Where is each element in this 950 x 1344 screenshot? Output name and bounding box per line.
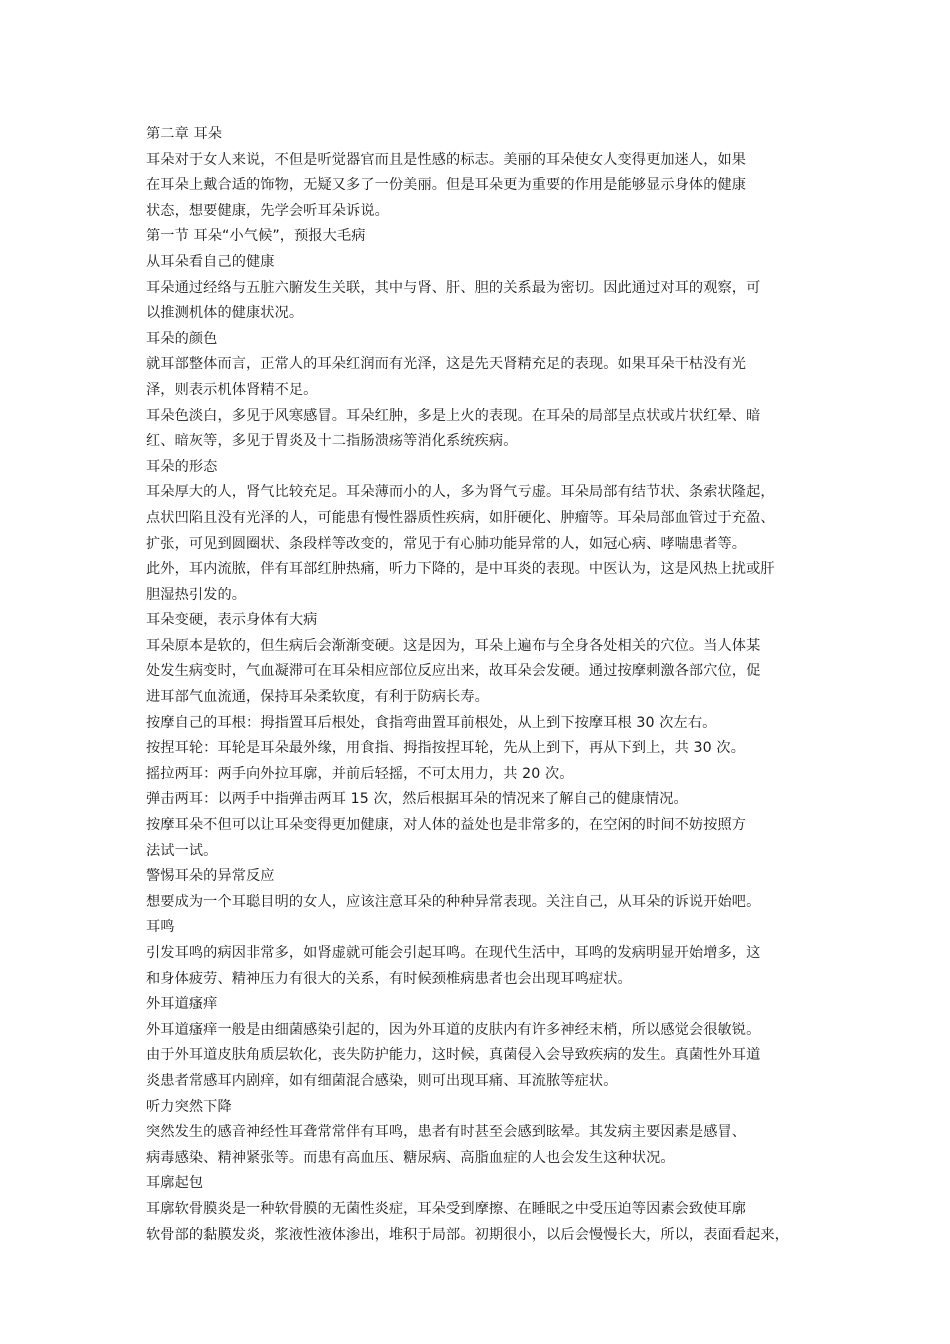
text-line: 胆湿热引发的。 [146,586,247,603]
text-line: 就耳部整体而言，正常人的耳朵红润而有光泽，这是先天肾精充足的表现。如果耳朵干枯没有光 [146,356,747,373]
text-line: 耳廓软骨膜炎是一种软骨膜的无菌性炎症，耳朵受到摩擦、在睡眠之中受压迫等因素会致使耳廓 [146,1200,747,1217]
section-heading [146,327,826,353]
text-line: 扩张，可见到圆圈状、条段样等改变的，常见于有心肺功能异常的人，如冠心病、哮喘患者等。 [146,535,747,552]
text-line: 病毒感染、精神紧张等。而患有高血压、糖尿病、高脂血症的人也会发生这种状况。 [146,1149,675,1166]
text-line: 引发耳鸣的病因非常多，如肾虚就可能会引起耳鸣。在现代生活中，耳鸣的发病明显开始增多，这 [146,945,761,961]
text-line: 耳朵变硬，表示身体有大病 [146,612,318,629]
text-line: 进耳部气血流通，保持耳朵柔软度，有利于防病长寿。 [146,689,489,706]
body-paragraph [146,276,826,327]
body-paragraph [146,1018,826,1095]
text-line: 和身体疲劳、精神压力有很大的关系，有时候颈椎病患者也会出现耳鸣症状。 [146,970,632,987]
text-line: 按捏耳轮：耳轮是耳朵最外缘，用食指、拇指按捏耳轮，先从上到下，再从下到上，共 30 次。 [146,740,745,757]
text-line: 状态，想要健康，先学会听耳朵诉说。 [146,202,389,219]
section-heading [146,1095,826,1121]
section-heading [146,864,826,890]
body-paragraph [146,1120,826,1171]
section-heading [146,608,826,634]
body-paragraph [146,480,826,608]
section-heading [146,915,826,941]
text-line: 以推测机体的健康状况。 [146,305,304,322]
text-line: 炎患者常感耳内剧痒，如有细菌混合感染，则可出现耳痛、耳流脓等症状。 [146,1072,618,1089]
text-line: 软骨部的黏膜发炎，浆液性液体渗出，堆积于局部。初期很小，以后会慢慢长大，所以，表面看起来， [146,1226,789,1243]
text-line: 处发生病变时，气血凝滞可在耳朵相应部位反应出来，故耳朵会发硬。通过按摩刺激各部穴位，促 [146,663,761,680]
section-heading [146,122,826,148]
text-line: 耳朵对于女人来说，不但是听觉器官而且是性感的标志。美丽的耳朵使女人变得更加迷人，如果 [146,151,747,168]
body-paragraph [146,404,826,455]
text-line: 耳朵的形态 [146,458,218,475]
text-line: 第二章 耳朵 [146,126,223,142]
text-line: 法试一试。 [146,842,218,859]
text-line: 按摩耳朵不但可以让耳朵变得更加健康，对人体的益处也是非常多的，在空闲的时间不妨按照方 [146,817,747,834]
body-paragraph [146,787,826,813]
text-line: 外耳道瘙痒 [146,996,218,1013]
text-line: 第一节 耳朵“小气候”，预报大毛病 [146,228,366,245]
text-line: 耳鸣 [146,919,175,936]
text-line: 耳朵色淡白，多见于风寒感冒。耳朵红肿，多是上火的表现。在耳朵的局部呈点状或片状红晕、暗 [146,407,761,424]
body-paragraph [146,711,826,737]
section-heading [146,992,826,1018]
text-line: 泽，则表示机体肾精不足。 [146,381,318,398]
body-paragraph [146,941,826,992]
text-line: 突然发生的感音神经性耳聋常常伴有耳鸣，患者有时甚至会感到眩晕。其发病主要因素是感冒、 [146,1124,747,1141]
document-body [146,122,826,1248]
text-line: 按摩自己的耳根：拇指置耳后根处，食指弯曲置耳前根处，从上到下按摩耳根 30 次左右。 [146,714,717,731]
body-paragraph [146,148,826,225]
section-heading [146,1171,826,1197]
section-heading [146,250,826,276]
text-line: 警惕耳朵的异常反应 [146,868,275,885]
section-heading [146,455,826,481]
text-line: 耳廓起包 [146,1175,204,1192]
body-paragraph [146,634,826,711]
text-line: 由于外耳道皮肤角质层软化，丧失防护能力，这时候，真菌侵入会导致疾病的发生。真菌性外耳道 [146,1047,761,1064]
body-paragraph [146,736,826,762]
text-line: 在耳朵上戴合适的饰物，无疑又多了一份美丽。但是耳朵更为重要的作用是能够显示身体的健康 [146,177,747,194]
body-paragraph [146,890,826,916]
text-line: 弹击两耳：以两手中指弹击两耳 15 次，然后根据耳朵的情况来了解自己的健康情况。 [146,791,688,808]
body-paragraph [146,352,826,403]
body-paragraph [146,813,826,864]
body-paragraph [146,1197,826,1248]
body-paragraph [146,762,826,788]
text-line: 红、暗灰等，多见于胃炎及十二指肠溃疡等消化系统疾病。 [146,433,518,450]
text-line: 此外，耳内流脓，伴有耳部红肿热痛，听力下降的，是中耳炎的表现。中医认为，这是风热上扰或肝 [146,561,775,578]
text-line: 外耳道瘙痒一般是由细菌感染引起的，因为外耳道的皮肤内有许多神经末梢，所以感觉会很敏锐。 [146,1021,761,1038]
text-line: 点状凹陷且没有光泽的人，可能患有慢性器质性疾病，如肝硬化、肿瘤等。耳朵局部血管过于充盈、 [146,509,775,526]
text-line: 摇拉两耳：两手向外拉耳廓，并前后轻摇，不可太用力，共 20 次。 [146,765,574,782]
text-line: 听力突然下降 [146,1098,232,1115]
text-line: 耳朵的颜色 [146,330,218,347]
text-line: 从耳朵看自己的健康 [146,253,275,270]
text-line: 耳朵厚大的人，肾气比较充足。耳朵薄而小的人，多为肾气亏虚。耳朵局部有结节状、条索状隆起， [146,484,775,501]
section-heading [146,224,826,250]
text-line: 耳朵原本是软的，但生病后会渐渐变硬。这是因为，耳朵上遍布与全身各处相关的穴位。当人体某 [146,637,761,654]
text-line: 想要成为一个耳聪目明的女人，应该注意耳朵的种种异常表现。关注自己，从耳朵的诉说开始吧。 [146,893,761,910]
text-line: 耳朵通过经络与五脏六腑发生关联，其中与肾、肝、胆的关系最为密切。因此通过对耳的观察，可 [146,279,761,296]
